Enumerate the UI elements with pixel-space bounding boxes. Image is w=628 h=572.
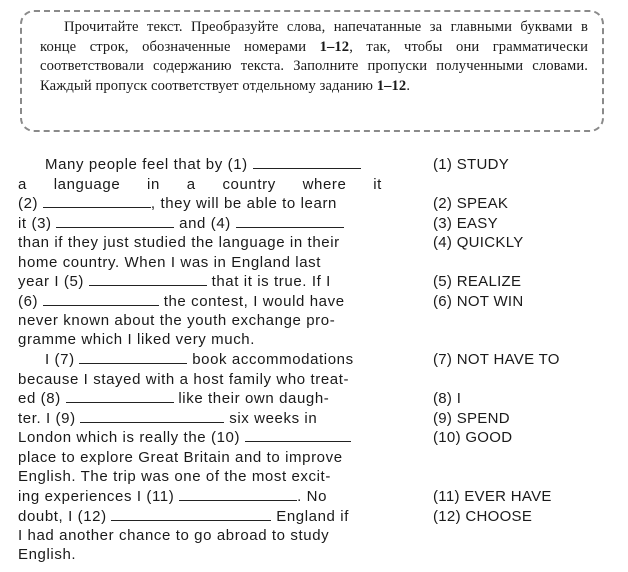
keyword-5: (5) REALIZE (433, 273, 522, 290)
text-line: I (7) book accommodations (45, 351, 354, 368)
text-line: home country. When I was in England last (18, 254, 322, 271)
blank-4[interactable] (236, 215, 344, 228)
text-line: place to explore Great Britain and to improve (18, 449, 343, 466)
text-line: never known about the youth exchange pro- (18, 312, 336, 329)
blank-9[interactable] (80, 410, 224, 423)
text-line: (6) the contest, I would have (18, 293, 345, 310)
blank-3[interactable] (56, 215, 174, 228)
text-line: year I (5) that it is true. If I (18, 273, 331, 290)
text-line: (2) , they will be able to learn (18, 195, 337, 212)
text-line: ter. I (9) six weeks in (18, 410, 318, 427)
keyword-1: (1) STUDY (433, 156, 510, 173)
text-line: because I stayed with a host family who treat- (18, 371, 350, 388)
text-line: ed (8) like their own daugh- (18, 390, 330, 407)
text-line: it (3) and (4) (18, 215, 344, 232)
text-line: than if they just studied the language in their (18, 234, 340, 251)
keyword-6: (6) NOT WIN (433, 293, 524, 310)
blank-8[interactable] (66, 390, 174, 403)
blank-11[interactable] (179, 488, 297, 501)
blank-7[interactable] (79, 351, 187, 364)
text-line: Many people feel that by (1) (45, 156, 361, 173)
text-line: London which is really the (10) (18, 429, 351, 446)
keyword-4: (4) QUICKLY (433, 234, 524, 251)
range-label: 1–12 (319, 38, 350, 55)
blank-2[interactable] (43, 195, 151, 208)
keyword-11: (11) EVER HAVE (433, 488, 552, 505)
blank-6[interactable] (43, 293, 159, 306)
keyword-8: (8) I (433, 390, 462, 407)
text-line: I had another chance to go abroad to study (18, 527, 330, 544)
keyword-9: (9) SPEND (433, 410, 510, 427)
text-line: ing experiences I (11) . No (18, 488, 328, 505)
keyword-2: (2) SPEAK (433, 195, 509, 212)
text-line: English. The trip was one of the most excit- (18, 468, 331, 485)
text-line: doubt, I (12) England if (18, 508, 349, 525)
blank-12[interactable] (111, 508, 271, 521)
text-line: a language in a country where it (18, 176, 382, 193)
keyword-3: (3) EASY (433, 215, 498, 232)
instructions-text: Прочитайте текст. Преобразуйте слова, напечатанные за главными буквами в конце строк, обозначенные номерами 1–12, так, чтобы они грамматически соответствовали содержанию текста. Заполните пропуски полученными словами. Каждый пропуск соответствует отдельному заданию 1–12. (40, 19, 588, 94)
keyword-12: (12) CHOOSE (433, 508, 533, 525)
keyword-10: (10) GOOD (433, 429, 513, 446)
blank-10[interactable] (245, 429, 351, 442)
blank-1[interactable] (253, 156, 361, 169)
text-line: English. (18, 546, 77, 563)
blank-5[interactable] (89, 273, 207, 286)
range-label: 1–12 (376, 77, 407, 94)
text-line: gramme which I liked very much. (18, 331, 256, 348)
keyword-7: (7) NOT HAVE TO (433, 351, 560, 368)
